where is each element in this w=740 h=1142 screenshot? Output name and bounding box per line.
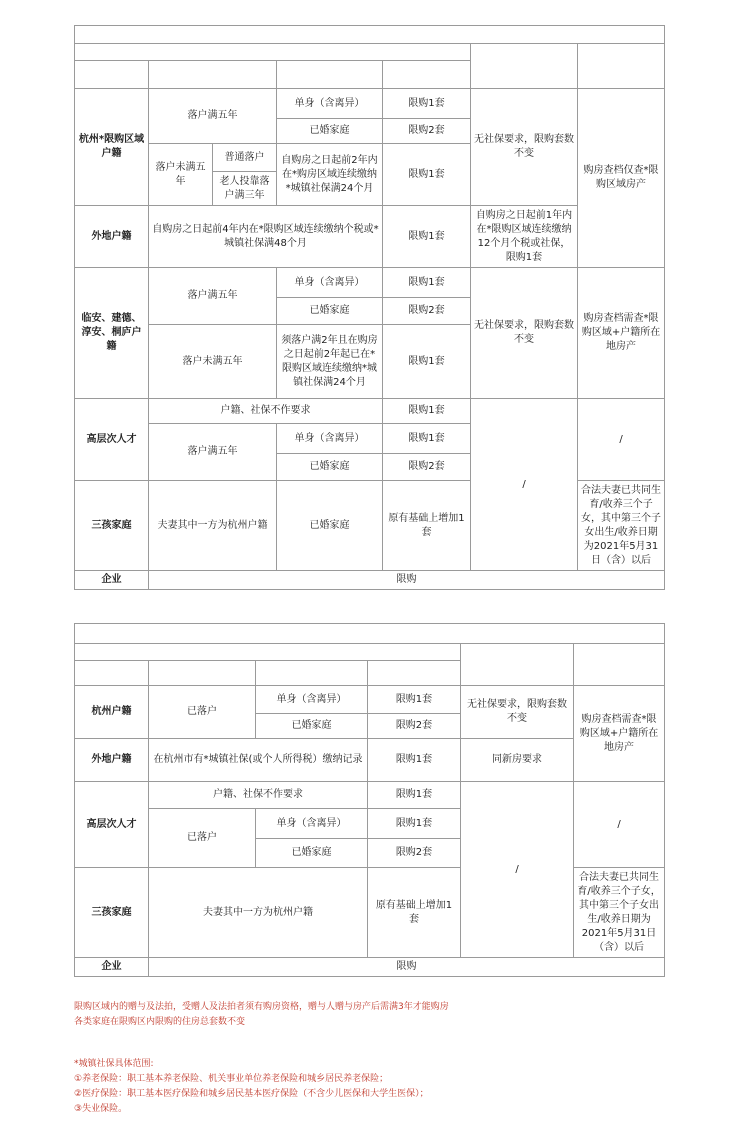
condition-single: 单身（含离异）: [277, 424, 383, 454]
category-three-child-family: 三孩家庭: [75, 868, 149, 958]
second-hand-rule: 自购房之日起前1年内在*限购区域连续缴纳12个月个税或社保，限购1套: [471, 206, 578, 268]
qualification-limit: 限购2套: [383, 298, 471, 325]
social-security-title: *城镇社保具体范围:: [74, 1059, 154, 1069]
header-qualification: 购房资格: [368, 661, 461, 686]
header-category: 类别: [75, 61, 149, 89]
category-high-level-talent: 高层次人才: [75, 782, 149, 868]
second-hand-rule: 无社保要求，限购套数不变: [471, 268, 578, 399]
category-high-level-talent: 高层次人才: [75, 399, 149, 481]
remark: /: [578, 399, 665, 481]
nonlocal-condition: 自购房之日起前4年内在*限购区域连续缴纳个税或*城镇社保满48个月: [149, 206, 383, 268]
condition-married: 已婚家庭: [277, 298, 383, 325]
category-linan-jiande-chunan-tonglu: 临安、建德、淳安、桐庐户籍: [75, 268, 149, 399]
category-nonlocal-hukou: 外地户籍: [75, 739, 149, 782]
qualification-plus-one: 原有基础上增加1套: [368, 868, 461, 958]
qualification-limit: 限购1套: [383, 206, 471, 268]
condition-married: 已婚家庭: [256, 714, 368, 739]
qualification-limit: 限购2套: [383, 119, 471, 144]
company-limit: 限购: [149, 571, 665, 590]
header-remark: 备注: [574, 644, 665, 686]
qualification-limit: 限购1套: [383, 89, 471, 119]
remark: 购房查档需查*限购区域+户籍所在地房产: [578, 268, 665, 399]
three-child-condition: 夫妻其中一方为杭州户籍: [149, 481, 277, 571]
qualification-limit: 限购1套: [383, 144, 471, 206]
second-hand-rule: 无社保要求，限购套数不变: [461, 686, 574, 739]
second-hand-rule: 同新房要求: [461, 739, 574, 782]
note-line: 各类家庭在限购区内限购的住房总套数不变: [74, 1017, 246, 1027]
not-settled-five-years: 落户未满五年: [149, 325, 277, 399]
settled-five-years: 落户满五年: [149, 424, 277, 481]
remark: 合法夫妻已共同生育/收养三个子女，其中第三个子女出生/收养日期为2021年5月31日（含）以后: [574, 868, 665, 958]
qualification-plus-one: 原有基础上增加1套: [383, 481, 471, 571]
header-settlement: 落户情况: [149, 661, 256, 686]
policy-table-restricted-zone: [74, 25, 665, 590]
category-three-child-family: 三孩家庭: [75, 481, 149, 571]
header-settlement: 落户情况: [149, 61, 277, 89]
category-hangzhou-hukou: 杭州户籍: [75, 686, 149, 739]
settled-five-years: 落户满五年: [149, 89, 277, 144]
company-limit: 限购: [149, 958, 665, 977]
qualification-limit: 限购1套: [368, 809, 461, 839]
condition-married: 已婚家庭: [277, 454, 383, 481]
category-company: 企业: [75, 958, 149, 977]
header-new-home: 购买新房: [75, 644, 461, 661]
remark: 购房查档仅查*限购区域房产: [578, 89, 665, 268]
category-company: 企业: [75, 571, 149, 590]
normal-settlement: 普通落户: [213, 144, 277, 172]
note-line: ②医疗保险：职工基本医疗保险和城乡居民基本医疗保险（不含少儿医保和大学生医保）；: [74, 1089, 429, 1099]
header-qualification: 购房资格: [383, 61, 471, 89]
condition-single: 单身（含离异）: [277, 268, 383, 298]
header-second-hand: 购买二手房: [471, 44, 578, 89]
nonlocal-condition: 在杭州市有*城镇社保(或个人所得税）缴纳记录: [149, 739, 368, 782]
qualification-limit: 限购1套: [383, 268, 471, 298]
condition-married: 已婚家庭: [256, 839, 368, 868]
header-remark: 备注: [578, 44, 665, 89]
social-security-condition: 自购房之日起前2年内在*购房区域连续缴纳*城镇社保满24个月: [277, 144, 383, 206]
qualification-limit: 限购1套: [368, 739, 461, 782]
header-buyer-condition: 购房者条件: [256, 661, 368, 686]
three-child-condition: 夫妻其中一方为杭州户籍: [149, 868, 368, 958]
settled: 已落户: [149, 686, 256, 739]
second-hand-rule: /: [471, 399, 578, 571]
header-second-hand: 购买二手房: [461, 644, 574, 686]
remark: 合法夫妻已共同生育/收养三个子女，其中第三个子女出生/收养日期为2021年5月31日（含）以后: [578, 481, 665, 571]
settled-five-years: 落户满五年: [149, 268, 277, 325]
header-buyer-condition: 购房者条件: [277, 61, 383, 89]
second-hand-rule: /: [461, 782, 574, 958]
remark: 购房查档需查*限购区域+户籍所在地房产: [574, 686, 665, 782]
notes-social-security: [74, 1057, 429, 1117]
no-requirement: 户籍、社保不作要求: [149, 782, 368, 809]
qualification-limit: 限购1套: [368, 686, 461, 714]
not-settled-five-years: 落户未满五年: [149, 144, 213, 206]
condition-single: 单身（含离异）: [256, 809, 368, 839]
note-line: ①养老保险：职工基本养老保险、机关事业单位养老保险和城乡居民养老保险；: [74, 1074, 389, 1084]
category-local-hukou: 杭州*限购区域户籍: [75, 89, 149, 206]
header-category: 类别: [75, 661, 149, 686]
qualification-limit: 限购1套: [383, 399, 471, 424]
condition-single: 单身（含离异）: [277, 89, 383, 119]
qualification-limit: 限购1套: [383, 424, 471, 454]
notes-gift-auction: [74, 1000, 449, 1030]
settled: 已落户: [149, 809, 256, 868]
no-requirement: 户籍、社保不作要求: [149, 399, 383, 424]
condition-married: 已婚家庭: [277, 119, 383, 144]
condition-single: 单身（含离异）: [256, 686, 368, 714]
note-line: 限购区域内的赠与及法拍，受赠人及法拍者须有购房资格，赠与人赠与房产后需满3年才能购房: [74, 1002, 449, 1012]
policy-table-differentiated-zone: [74, 623, 665, 977]
condition-married: 已婚家庭: [277, 481, 383, 571]
elderly-settlement: 老人投靠落户满三年: [213, 172, 277, 206]
qualification-limit: 限购1套: [368, 782, 461, 809]
qualification-limit: 限购2套: [368, 714, 461, 739]
qualification-limit: 限购2套: [383, 454, 471, 481]
note-line: ③失业保险。: [74, 1104, 128, 1114]
second-hand-rule: 无社保要求，限购套数不变: [471, 89, 578, 206]
table-title: *差异化限购区现行限购政策: [75, 624, 665, 644]
qualification-limit: 限购1套: [383, 325, 471, 399]
category-nonlocal-hukou: 外地户籍: [75, 206, 149, 268]
remark: /: [574, 782, 665, 868]
table-title: 杭州*限购区现行限购政策: [75, 26, 665, 44]
qualification-limit: 限购2套: [368, 839, 461, 868]
social-security-condition: 须落户满2年且在购房之日起前2年起已在*限购区域连续缴纳*城镇社保满24个月: [277, 325, 383, 399]
header-new-home: 购买新房: [75, 44, 471, 61]
